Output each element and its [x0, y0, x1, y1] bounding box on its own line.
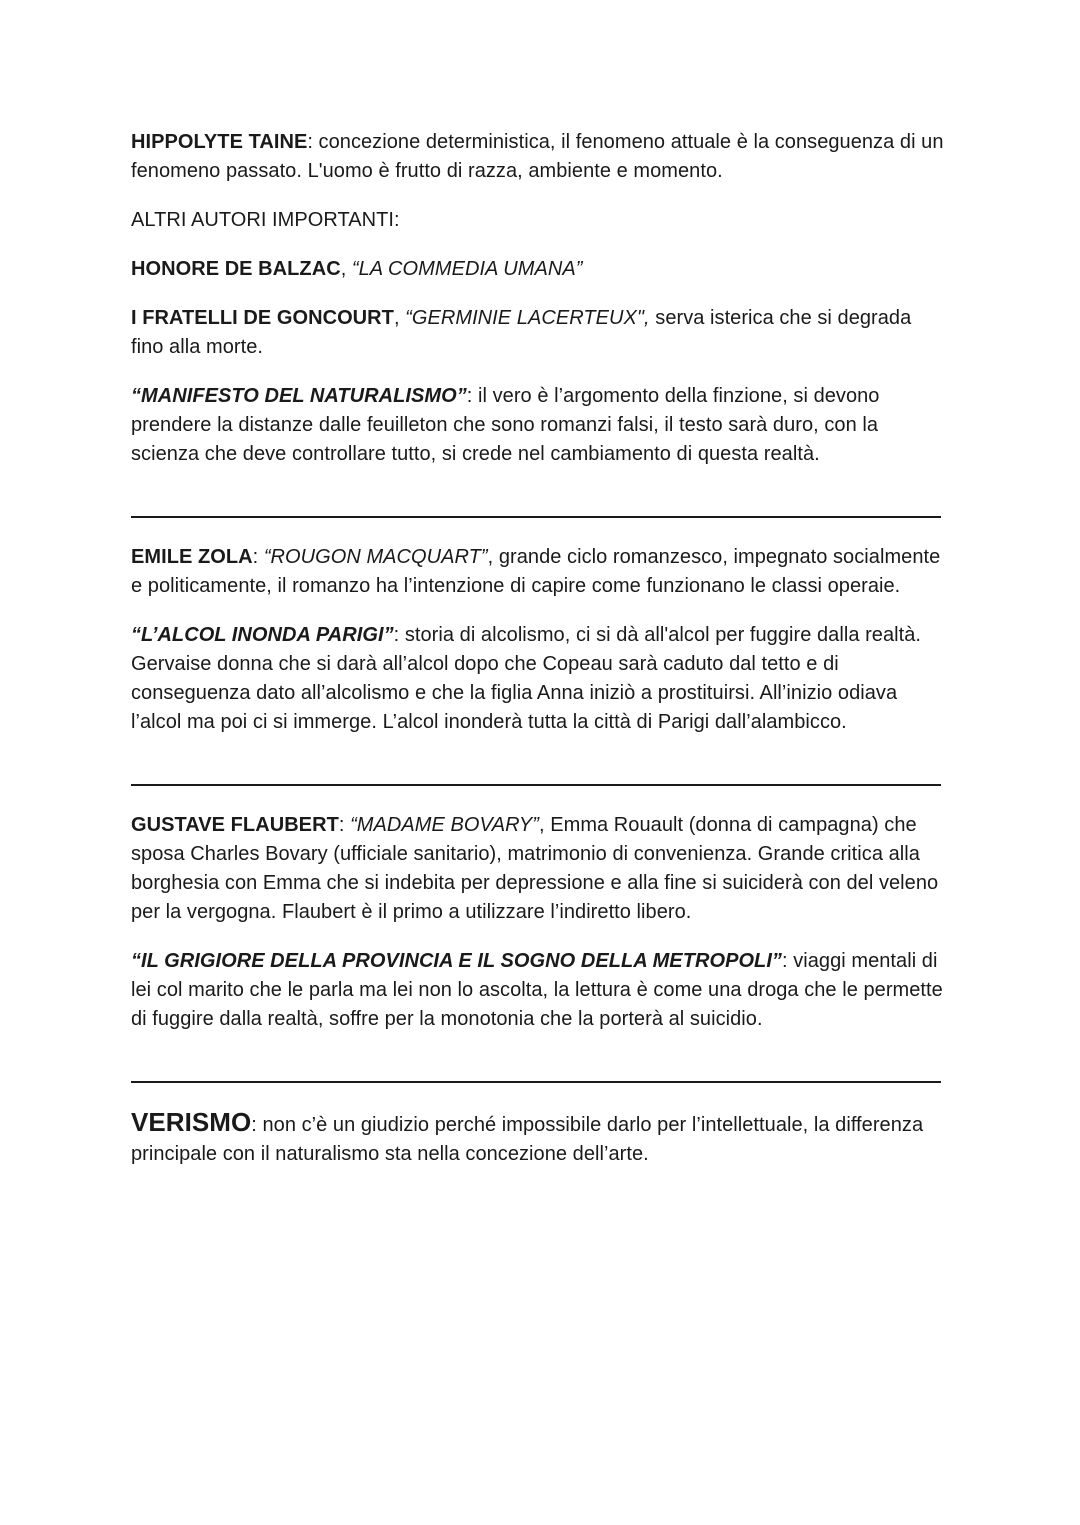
paragraph-text: , grande ciclo romanzesco, impegnato socialmente e politicamente, il romanzo ha l’intenzione di capire come funzionano le classi operaie.	[131, 546, 941, 597]
divider-wrap	[131, 784, 946, 786]
divider-wrap	[131, 516, 946, 518]
paragraph-goncourt	[131, 304, 946, 362]
author-name: GUSTAVE FLAUBERT	[131, 814, 339, 836]
separator: ,	[393, 307, 406, 329]
paragraph-taine	[131, 128, 946, 186]
work-title: “IL GRIGIORE DELLA PROVINCIA E IL SOGNO DELLA METROPOLI”	[131, 950, 782, 972]
divider	[131, 784, 941, 786]
paragraph-alcol	[131, 621, 946, 737]
separator: ,	[340, 258, 352, 280]
work-title: “MADAME BOVARY”	[350, 814, 539, 836]
work-title: “ROUGON MACQUART”	[263, 546, 488, 568]
paragraph-grigiore	[131, 947, 946, 1034]
section-heading: VERISMO	[131, 1107, 252, 1137]
paragraph-zola	[131, 543, 946, 601]
author-name: HONORE DE BALZAC	[131, 258, 341, 280]
work-title: “LA COMMEDIA UMANA”	[351, 258, 583, 280]
paragraph-balzac	[131, 255, 946, 284]
paragraph-text: : il vero è l’argomento della finzione, si devono prendere la distanze dalle feuilleton che sono romanzi falsi, il testo sarà duro, con la scienza che deve controllare tutto, si crede nel cambiamento di questa realtà.	[131, 385, 880, 465]
author-name: HIPPOLYTE TAINE	[131, 131, 308, 153]
work-title: “GERMINIE LACERTEUX",	[405, 307, 650, 329]
separator: :	[252, 546, 264, 568]
divider	[131, 516, 941, 518]
paragraph-text: : concezione deterministica, il fenomeno attuale è la conseguenza di un fenomeno passato. L'uomo è frutto di razza, ambiente e momento.	[131, 131, 944, 182]
paragraph-text: , Emma Rouault (donna di campagna) che sposa Charles Bovary (ufficiale sanitario), matrimonio di convenienza. Grande critica alla borghesia con Emma che si indebita per depressione e alla fine si suiciderà con del veleno per la vergogna. Flaubert è il primo a utilizzare l’indiretto libero.	[131, 814, 939, 923]
paragraph-text: : viaggi mentali di lei col marito che le parla ma lei non lo ascolta, la lettura è come una droga che le permette di fuggire dalla realtà, soffre per la monotonia che la porterà al suicidio.	[131, 950, 943, 1030]
work-title: “L’ALCOL INONDA PARIGI”	[131, 624, 394, 646]
author-name: EMILE ZOLA	[131, 546, 253, 568]
paragraph-flaubert	[131, 811, 946, 927]
divider-wrap	[131, 1081, 946, 1083]
work-title: “MANIFESTO DEL NATURALISMO”	[131, 385, 467, 407]
document-content	[131, 128, 946, 1169]
paragraph-manifesto	[131, 382, 946, 469]
paragraph-verismo	[131, 1108, 946, 1169]
paragraph-altri-autori: ALTRI AUTORI IMPORTANTI:	[131, 209, 400, 231]
paragraph-text: : storia di alcolismo, ci si dà all'alcol per fuggire dalla realtà. Gervaise donna che si darà all’alcol dopo che Copeau sarà caduto dal tetto e di conseguenza dato all’alcolismo e che la figlia Anna iniziò a prostituirsi. All’inizio odiava l’alcol ma poi ci si immerge. L’alcol inonderà tutta la città di Parigi dall’alambicco.	[131, 624, 922, 733]
author-name: I FRATELLI DE GONCOURT	[131, 307, 394, 329]
divider	[131, 1081, 941, 1083]
separator: :	[338, 814, 351, 836]
paragraph-text: : non c’è un giudizio perché impossibile darlo per l’intellettuale, la differenza principale con il naturalismo sta nella concezione dell’arte.	[131, 1114, 924, 1165]
paragraph-text: serva isterica che si degrada fino alla morte.	[131, 307, 912, 358]
